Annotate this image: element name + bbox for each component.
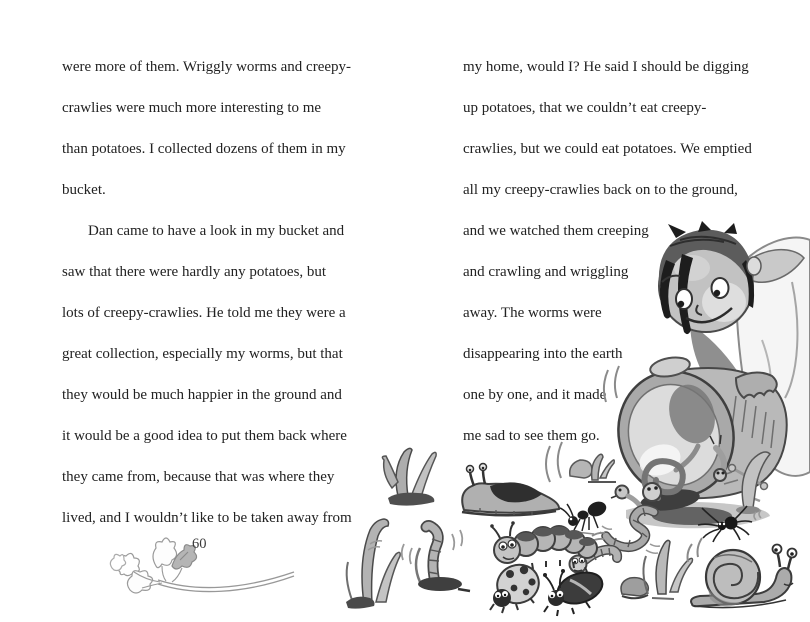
- slug: [462, 464, 559, 516]
- ladybird: [490, 559, 544, 613]
- grass-tuft: [382, 448, 436, 505]
- text-line: than potatoes. I collected dozens of them in my: [62, 141, 346, 157]
- text-line: and we watched them creeping: [463, 223, 649, 239]
- text-line: Dan came to have a look in my bucket and: [88, 223, 345, 239]
- ear: [747, 257, 761, 275]
- text-line: lots of creepy-crawlies. He told me they were a: [62, 305, 346, 321]
- text-line: all my creepy-crawlies back on to the ground,: [463, 182, 738, 198]
- text-line: up potatoes, that we couldn’t eat creepy-: [463, 100, 707, 116]
- text-line: my home, would I? He said I should be digging: [463, 59, 749, 75]
- stone: [570, 460, 592, 478]
- text-line: they came from, because that was where they: [62, 469, 335, 485]
- text-line: it would be a good idea to put them back where: [62, 428, 347, 444]
- left-eye: [676, 289, 692, 309]
- text-line: away. The worms were: [463, 305, 602, 321]
- text-line: me sad to see them go.: [463, 428, 600, 444]
- text-line: they would be much happier in the ground and: [62, 387, 342, 403]
- motion-lines: [646, 544, 660, 553]
- page-number-decoration: [100, 528, 310, 618]
- page-number: 60: [192, 536, 207, 552]
- left-page-text: [62, 47, 352, 539]
- text-line: bucket.: [62, 182, 106, 198]
- text-line: disappearing into the earth: [463, 346, 623, 362]
- grass-sprig: [588, 454, 616, 482]
- text-line: crawlies were much more interesting to me: [62, 100, 322, 116]
- text-line: one by one, and it made: [463, 387, 607, 403]
- text-line: great collection, especially my worms, but that: [62, 346, 343, 362]
- text-line: lived, and I wouldn’t like to be taken away from: [62, 510, 352, 526]
- right-eye: [712, 278, 729, 298]
- text-line: crawlies, but we could eat potatoes. We emptied: [463, 141, 752, 157]
- text-line: and crawling and wriggling: [463, 264, 629, 280]
- coiled-worm-head: [643, 483, 661, 501]
- worm-poking-up: [402, 526, 470, 592]
- text-line: saw that there were hardly any potatoes, but: [62, 264, 327, 280]
- tall-grass: [346, 519, 400, 609]
- snail: [688, 538, 797, 608]
- illustration: [340, 220, 810, 622]
- beetle: [543, 567, 606, 616]
- text-line: were more of them. Wriggly worms and creepy-: [62, 59, 352, 75]
